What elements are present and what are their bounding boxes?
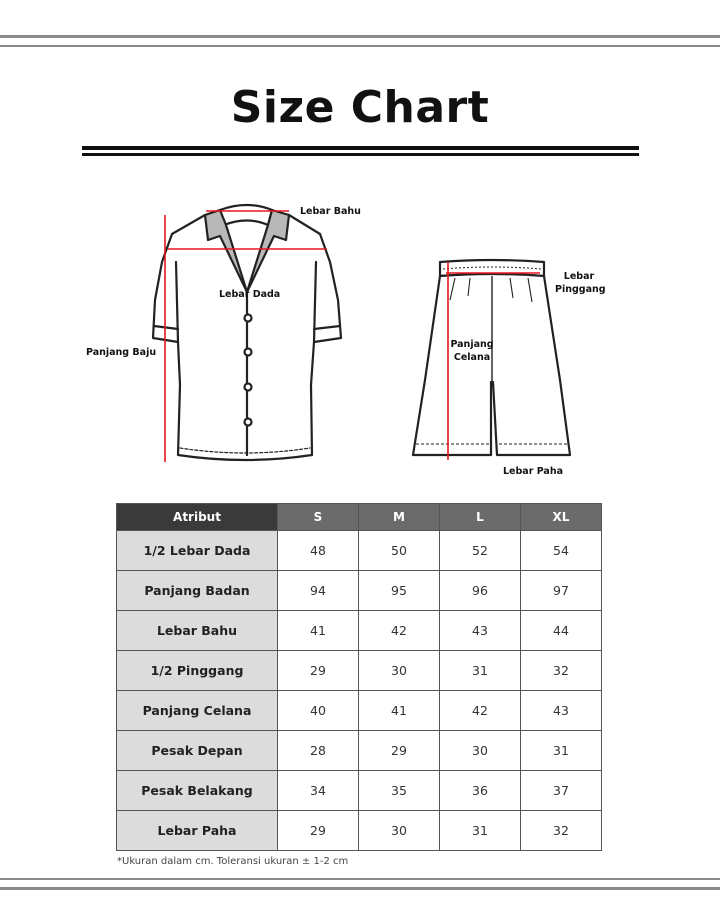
cell-value: 30	[440, 731, 521, 771]
table-row	[117, 571, 602, 611]
label-lebar-pinggang	[555, 270, 606, 296]
cell-value: 30	[359, 811, 440, 851]
cell-value: 50	[359, 531, 440, 571]
cell-value: 42	[440, 691, 521, 731]
label-panjang-celana-line2: Celana	[453, 352, 491, 363]
table-row	[117, 811, 602, 851]
row-attribute: 1/2 Pinggang	[117, 651, 278, 691]
cell-value: 28	[278, 731, 359, 771]
cell-value: 43	[521, 691, 602, 731]
cell-value: 44	[521, 611, 602, 651]
cell-value: 97	[521, 571, 602, 611]
cell-value: 96	[440, 571, 521, 611]
header-size-m: M	[359, 504, 440, 531]
cell-value: 42	[359, 611, 440, 651]
shirt-illustration	[153, 205, 341, 460]
cell-value: 31	[521, 731, 602, 771]
label-panjang-celana	[449, 338, 495, 364]
table-header-row	[117, 504, 602, 531]
label-lebar-bahu: Lebar Bahu	[300, 206, 361, 217]
bottom-frame-line-outer	[0, 887, 720, 890]
cell-value: 35	[359, 771, 440, 811]
cell-value: 29	[278, 651, 359, 691]
cell-value: 36	[440, 771, 521, 811]
cell-value: 95	[359, 571, 440, 611]
header-size-xl: XL	[521, 504, 602, 531]
table-row	[117, 731, 602, 771]
label-panjang-celana-line1: Panjang	[450, 339, 494, 350]
cell-value: 52	[440, 531, 521, 571]
header-size-l: L	[440, 504, 521, 531]
table-row	[117, 771, 602, 811]
table-row	[117, 691, 602, 731]
cell-value: 32	[521, 811, 602, 851]
cell-value: 31	[440, 811, 521, 851]
cell-value: 48	[278, 531, 359, 571]
cell-value: 29	[278, 811, 359, 851]
cell-value: 29	[359, 731, 440, 771]
row-attribute: 1/2 Lebar Dada	[117, 531, 278, 571]
label-lebar-pinggang-line1: Lebar	[563, 271, 595, 282]
label-lebar-dada: Lebar Dada	[219, 289, 281, 300]
table-row	[117, 611, 602, 651]
label-lebar-paha: Lebar Paha	[503, 466, 563, 477]
cell-value: 31	[440, 651, 521, 691]
label-panjang-baju: Panjang Baju	[86, 347, 157, 358]
row-attribute: Lebar Bahu	[117, 611, 278, 651]
page-title: Size Chart	[230, 82, 490, 133]
row-attribute: Panjang Celana	[117, 691, 278, 731]
row-attribute: Lebar Paha	[117, 811, 278, 851]
header-atribut: Atribut	[117, 504, 278, 531]
measurement-note: *Ukuran dalam cm. Toleransi ukuran ± 1-2 cm	[117, 856, 349, 867]
header-size-s: S	[278, 504, 359, 531]
cell-value: 41	[359, 691, 440, 731]
bottom-frame-line-inner	[0, 878, 720, 880]
cell-value: 34	[278, 771, 359, 811]
cell-value: 32	[521, 651, 602, 691]
label-lebar-pinggang-line2: Pinggang	[555, 284, 606, 295]
row-attribute: Panjang Badan	[117, 571, 278, 611]
cell-value: 54	[521, 531, 602, 571]
cell-value: 40	[278, 691, 359, 731]
table-row	[117, 651, 602, 691]
cell-value: 37	[521, 771, 602, 811]
row-attribute: Pesak Belakang	[117, 771, 278, 811]
size-table	[116, 503, 602, 851]
cell-value: 30	[359, 651, 440, 691]
table-row	[117, 531, 602, 571]
cell-value: 94	[278, 571, 359, 611]
row-attribute: Pesak Depan	[117, 731, 278, 771]
cell-value: 43	[440, 611, 521, 651]
cell-value: 41	[278, 611, 359, 651]
